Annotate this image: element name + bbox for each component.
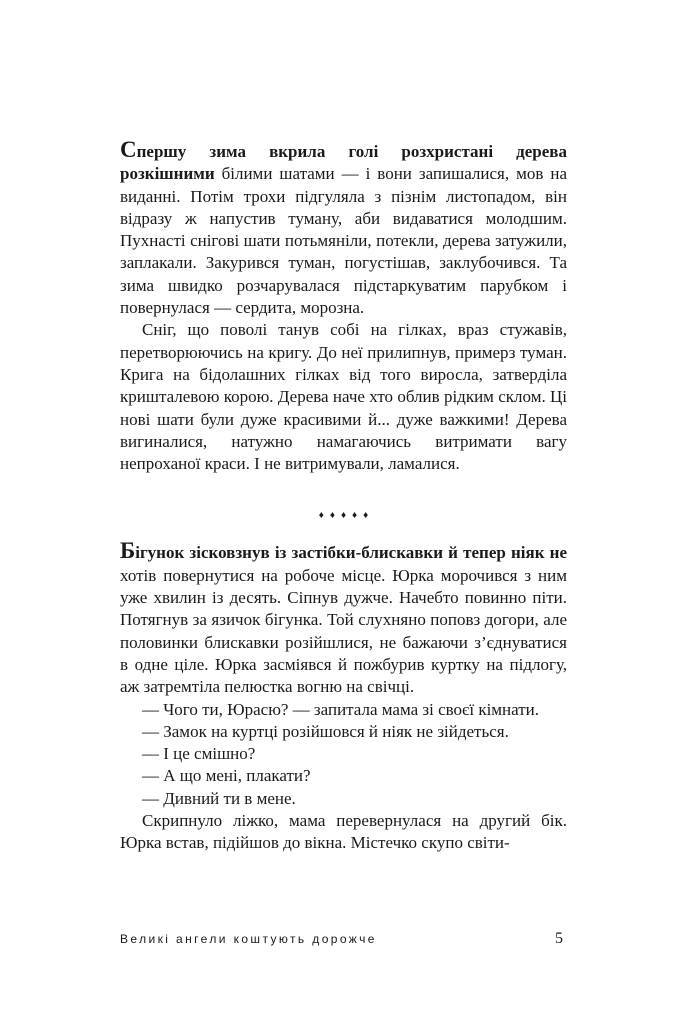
dialogue-line: — Замок на куртці розійшовся й ніяк не зійдеться. (142, 721, 509, 741)
dialogue-line: — А що мені, плакати? (142, 766, 311, 786)
section-separator: ♦♦♦♦♦ (318, 510, 375, 522)
paragraph (120, 138, 567, 319)
dialogue-line: — Дивний ти в мене. (142, 788, 296, 808)
running-title: Великі ангели коштують дорожче (120, 932, 377, 946)
page-footer (120, 930, 567, 950)
paragraph-text: білими шатами — і вони запишалися, мов на виданні. Потім трохи підгуляла з пізнім листопадом, він відразу ж напустив туману, аби видаватися молодшим. Пухнасті снігові шати потьмяніли, потекли, дерева затужили, заплакали. Закурився туман, погустішав, заклубочився. Та зима швидко розчарувалася підстаркуватим парубком і повернулася — сердита, морозна. (120, 164, 567, 318)
drop-cap: Б (120, 538, 136, 564)
paragraph: Сніг, що поволі танув собі на гілках, враз стужавів, перетворюючись на кригу. До неї прилипнув, примерз туман. Крига на бідолашних гілках від того виросла, затверділа кришталевою корою. Дерева наче хто облив рідким склом. Ці нові шати були дуже красивими й... дуже важкими! Дерева вигиналися, натужно намагаючись витримати вагу непроханої краси. І не витримували, ламалися. (120, 320, 567, 474)
bold-lead-in: ігунок зісковзнув із застібки-блискавки й тепер ніяк не (135, 543, 567, 563)
dialogue-line: — І це смішно? (142, 744, 256, 764)
paragraph (120, 539, 567, 698)
book-page (120, 138, 567, 855)
bold-lead-in: першу зима вкрила голі розхристані дерева розкішними (120, 142, 567, 184)
page-number: 5 (555, 930, 563, 947)
text-section-1 (120, 138, 567, 475)
paragraph: Скрипнуло ліжко, мама перевернулася на другий бік. Юрка встав, підійшов до вікна. Містечко скупо світи- (120, 811, 567, 853)
dialogue-line: — Чого ти, Юрасю? — запитала мама зі своєї кімнати. (142, 699, 540, 719)
text-section-2 (120, 539, 567, 854)
drop-cap: С (120, 137, 137, 162)
paragraph-text: хотів повернутися на робоче місце. Юрка морочився з ним уже хвилин із десять. Сіпнув дужче. Начебто повинно піти. Потягнув за язичок бігунка. Той слухняно поповз догори, але половинки блискавки розійшлися, не бажаючи з’єднуватися в одне ціле. Юрка засміявся й пожбурив куртку на підлогу, аж затремтіла пелюстка вогню на свічці. (120, 565, 567, 697)
